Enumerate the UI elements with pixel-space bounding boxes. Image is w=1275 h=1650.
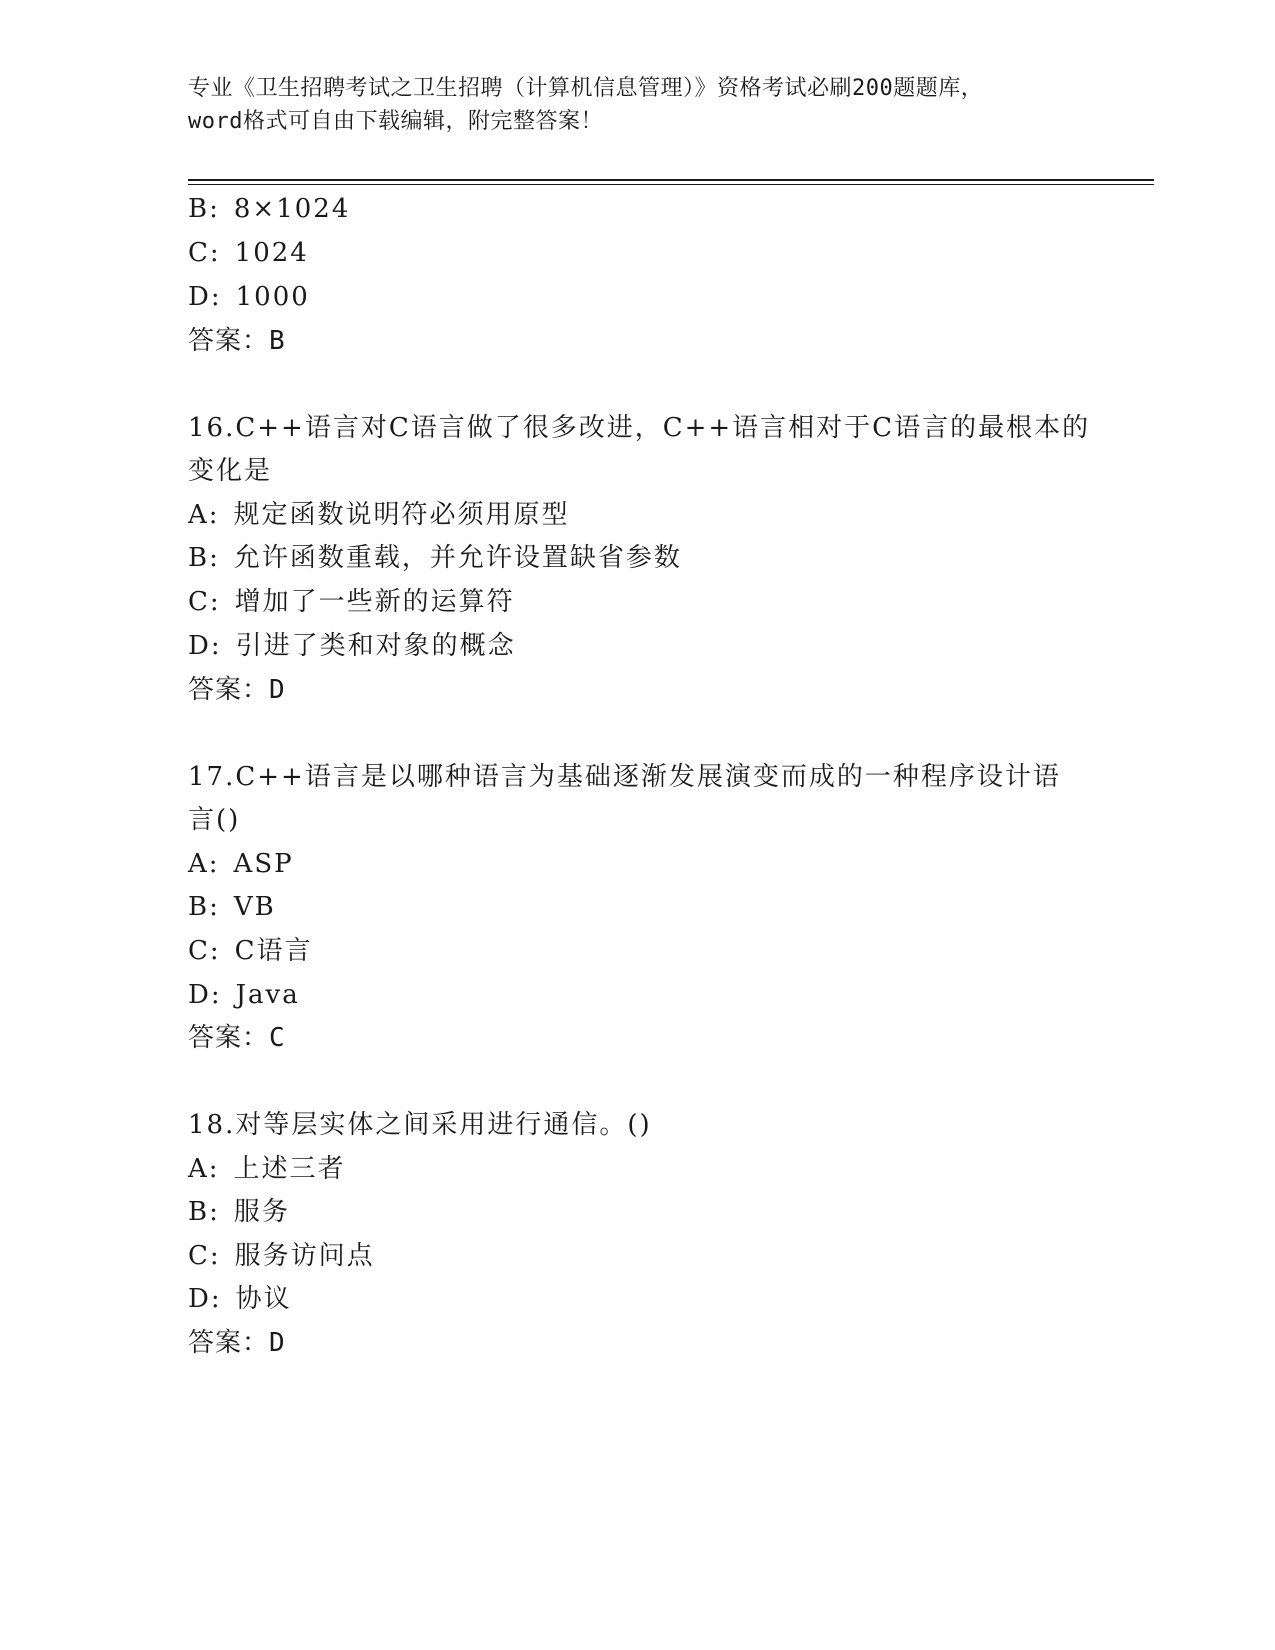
q17-option-c: C: C语言 (188, 936, 313, 966)
q18-stem-line-1: 18.对等层实体之间采用进行通信。() (188, 1110, 652, 1140)
q16-stem-line-2: 变化是 (188, 456, 273, 486)
header-line-1: 专业《卫生招聘考试之卫生招聘（计算机信息管理）》资格考试必刷200题题库， (188, 76, 984, 101)
header-line-2: word格式可自由下载编辑，附完整答案！ (188, 109, 603, 134)
header-rule-thin (188, 184, 1154, 185)
q17-stem-line-2: 言() (188, 805, 241, 835)
q17-answer: 答案：C (188, 1023, 286, 1053)
prev-option-d: D: 1000 (188, 282, 310, 312)
q18-option-d: D: 协议 (188, 1284, 292, 1314)
header-rule-thick (188, 179, 1154, 181)
q16-option-b: B: 允许函数重载，并允许设置缺省参数 (188, 543, 682, 573)
page-header (188, 72, 1088, 138)
q16-option-d: D: 引进了类和对象的概念 (188, 631, 516, 661)
q18-option-a: A: 上述三者 (188, 1154, 346, 1184)
q17-option-a: A: ASP (188, 849, 294, 879)
q16-answer: 答案：D (188, 675, 286, 705)
prev-answer: 答案：B (188, 326, 286, 356)
q18-answer: 答案：D (188, 1328, 286, 1358)
q17-option-d: D: Java (188, 980, 300, 1010)
q16-option-c: C: 增加了一些新的运算符 (188, 587, 515, 617)
prev-option-c: C: 1024 (188, 238, 309, 268)
q16-stem-line-1: 16.C++语言对C语言做了很多改进，C++语言相对于C语言的最根本的 (188, 413, 1091, 443)
q17-option-b: B: VB (188, 892, 276, 922)
q18-option-c: C: 服务访问点 (188, 1241, 375, 1271)
prev-option-b: B: 8×1024 (188, 194, 351, 224)
q17-stem-line-1: 17.C++语言是以哪种语言为基础逐渐发展演变而成的一种程序设计语 (188, 762, 1061, 792)
q18-option-b: B: 服务 (188, 1197, 290, 1227)
q16-option-a: A: 规定函数说明符必须用原型 (188, 500, 570, 530)
